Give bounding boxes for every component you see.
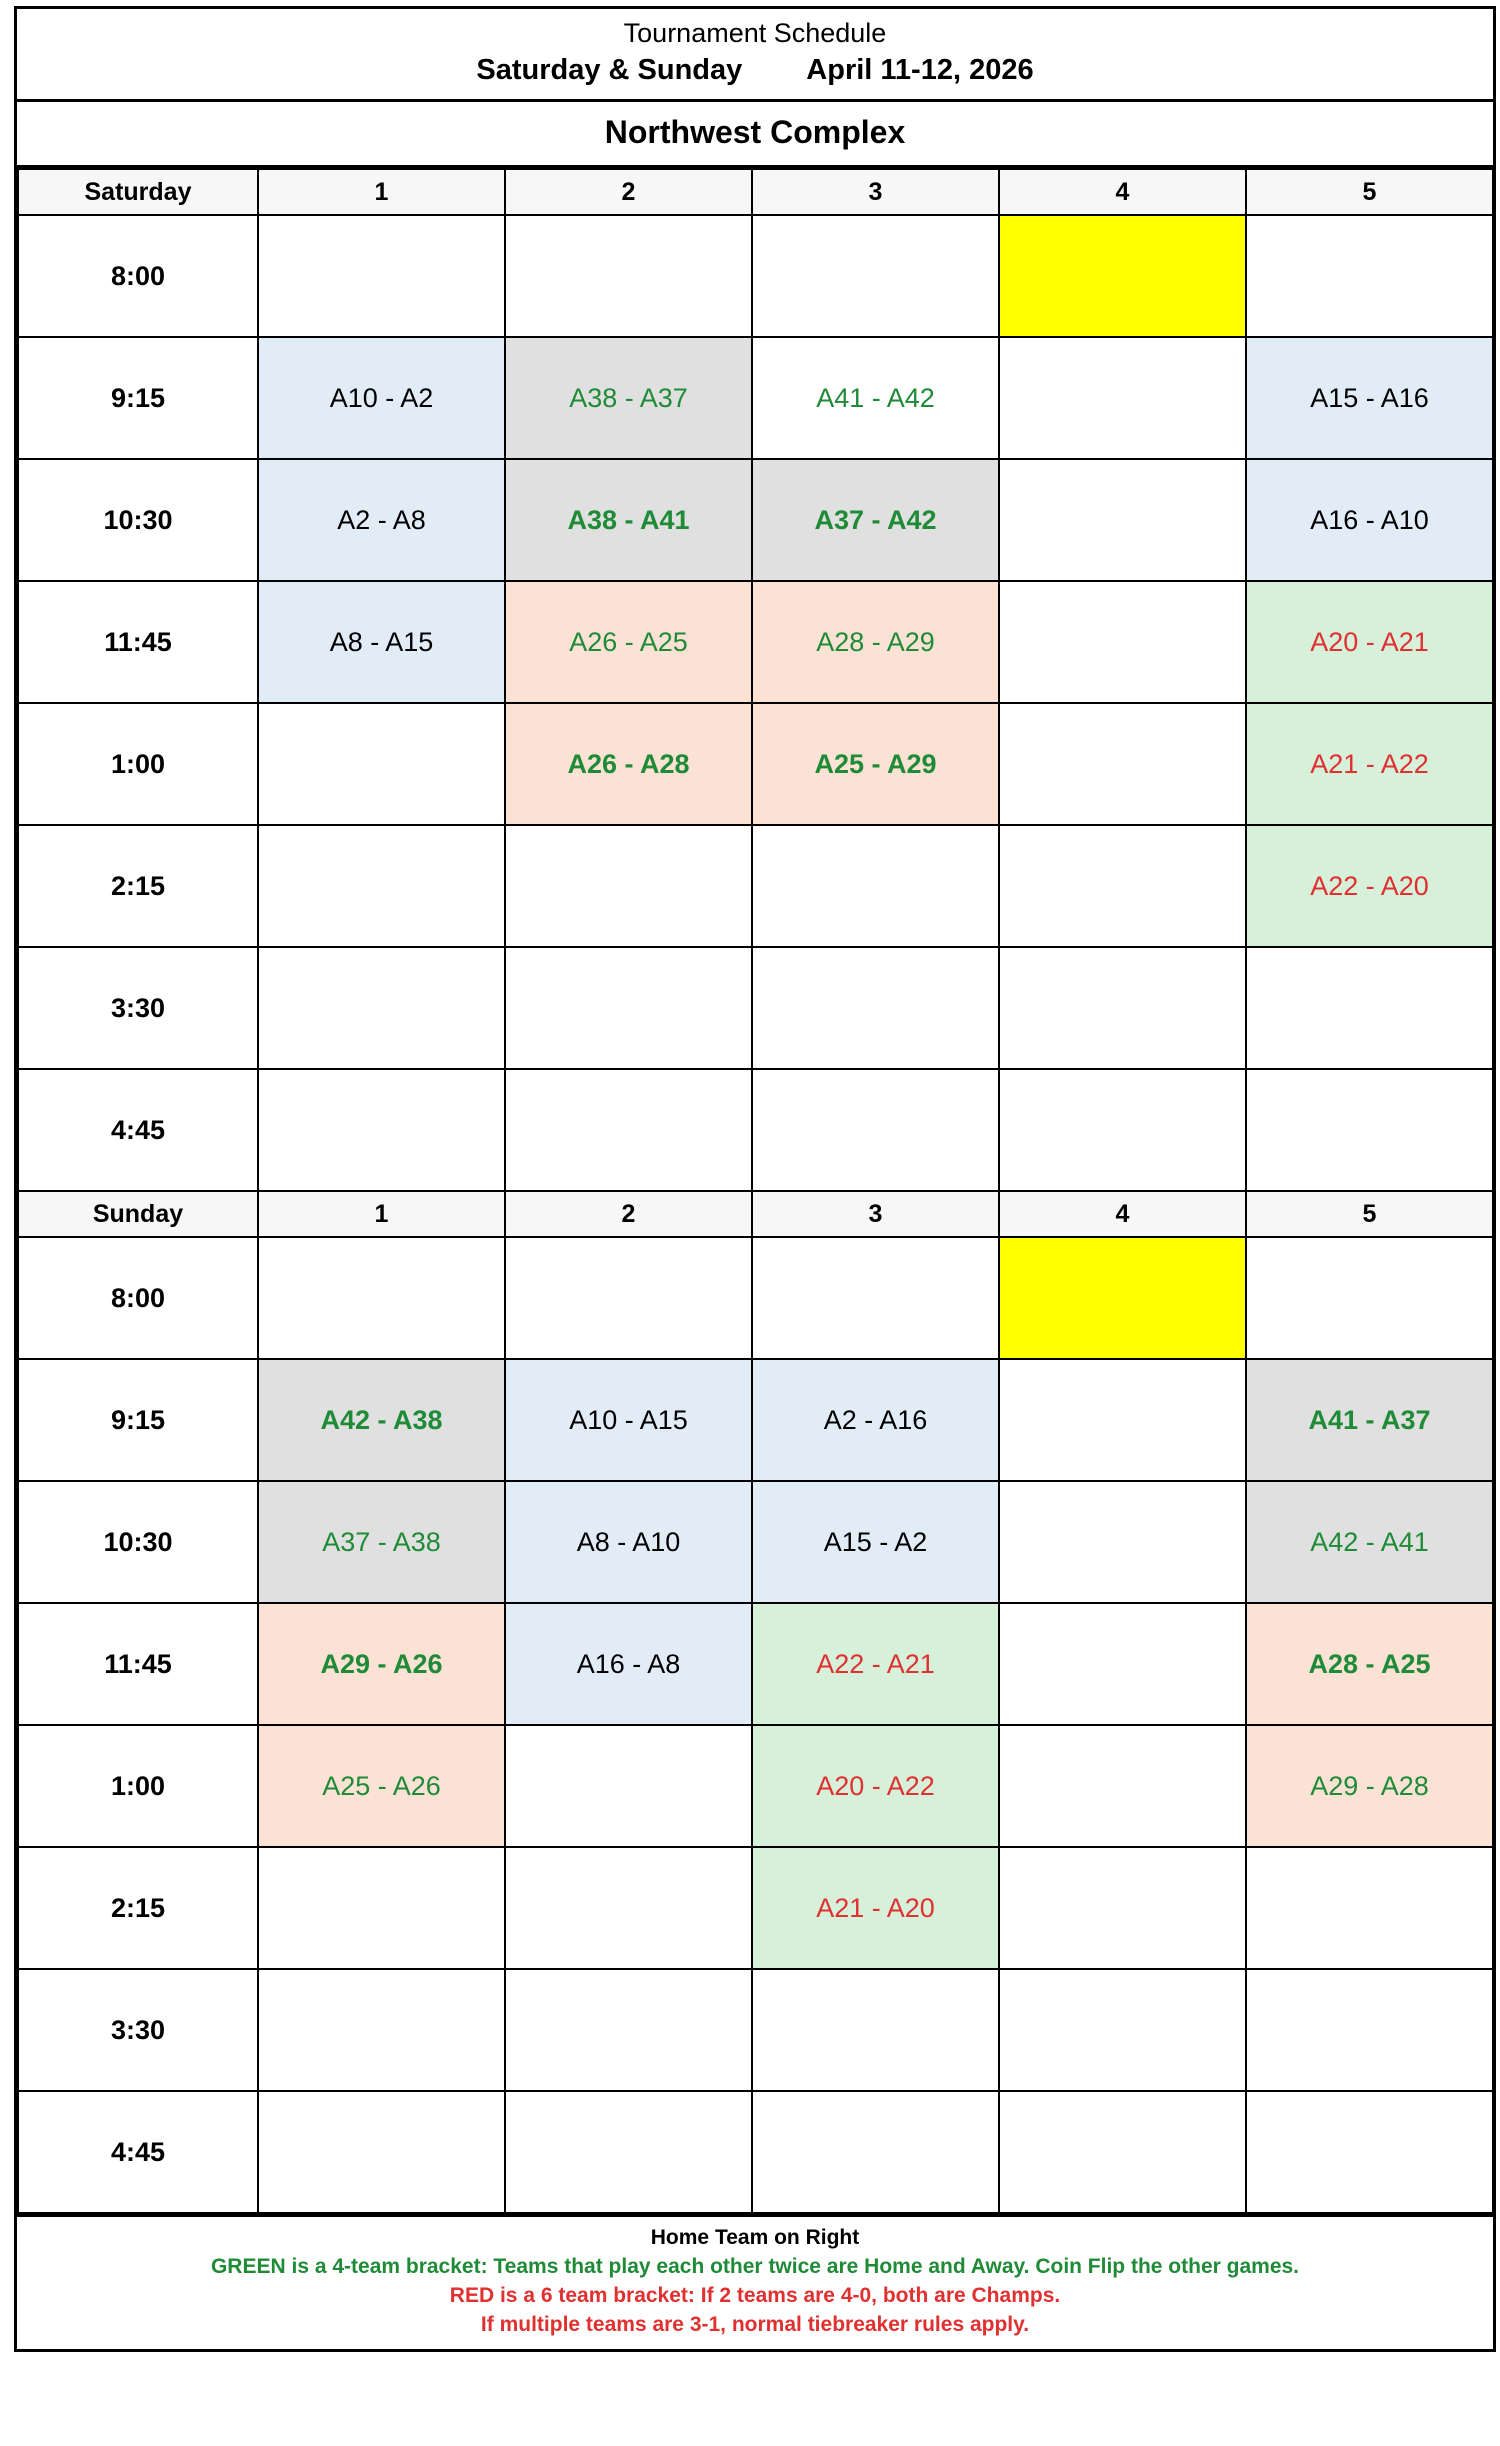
game-cell-saturday-2-5[interactable]: A16 - A10: [1246, 459, 1493, 581]
game-cell-sunday-3-4[interactable]: [999, 1603, 1246, 1725]
game-cell-saturday-3-3[interactable]: A28 - A29: [752, 581, 999, 703]
field-header-saturday-4: 4: [999, 169, 1246, 215]
schedule-row: [18, 215, 1493, 337]
schedule-row: [18, 703, 1493, 825]
schedule-row: [18, 1237, 1493, 1359]
game-cell-saturday-3-1[interactable]: A8 - A15: [258, 581, 505, 703]
game-cell-sunday-2-2[interactable]: A8 - A10: [505, 1481, 752, 1603]
schedule-row: [18, 1069, 1493, 1191]
schedule-row: [18, 947, 1493, 1069]
game-cell-sunday-3-5[interactable]: A28 - A25: [1246, 1603, 1493, 1725]
game-cell-sunday-5-3[interactable]: A21 - A20: [752, 1847, 999, 1969]
schedule-row: [18, 1603, 1493, 1725]
day-header-row-sunday: [18, 1191, 1493, 1237]
complex-name: Northwest Complex: [17, 102, 1493, 168]
day-header-row-saturday: [18, 169, 1493, 215]
game-cell-saturday-5-5[interactable]: A22 - A20: [1246, 825, 1493, 947]
game-cell-sunday-7-1[interactable]: [258, 2091, 505, 2213]
schedule-row: [18, 1969, 1493, 2091]
game-cell-saturday-1-4[interactable]: [999, 337, 1246, 459]
game-cell-sunday-1-2[interactable]: A10 - A15: [505, 1359, 752, 1481]
title-subline: [17, 51, 1493, 89]
game-cell-saturday-2-1[interactable]: A2 - A8: [258, 459, 505, 581]
game-cell-saturday-7-4[interactable]: [999, 1069, 1246, 1191]
time-label-sunday-2: 10:30: [18, 1481, 258, 1603]
game-cell-saturday-7-1[interactable]: [258, 1069, 505, 1191]
page-title: Tournament Schedule: [623, 18, 887, 48]
game-cell-saturday-4-5[interactable]: A21 - A22: [1246, 703, 1493, 825]
game-cell-sunday-6-5[interactable]: [1246, 1969, 1493, 2091]
time-label-sunday-4: 1:00: [18, 1725, 258, 1847]
game-cell-saturday-7-5[interactable]: [1246, 1069, 1493, 1191]
day-label-saturday: Saturday: [18, 169, 258, 215]
time-label-saturday-3: 11:45: [18, 581, 258, 703]
schedule-row: [18, 1359, 1493, 1481]
game-cell-saturday-5-4[interactable]: [999, 825, 1246, 947]
game-cell-sunday-0-3[interactable]: [752, 1237, 999, 1359]
game-cell-sunday-2-5[interactable]: A42 - A41: [1246, 1481, 1493, 1603]
footer-line-3: RED is a 6 team bracket: If 2 teams are 4-0, both are Champs.: [449, 2284, 1061, 2307]
field-header-sunday-5: 5: [1246, 1191, 1493, 1237]
schedule-row: [18, 1481, 1493, 1603]
game-cell-sunday-5-1[interactable]: [258, 1847, 505, 1969]
footer-line-4: If multiple teams are 3-1, normal tiebreaker rules apply.: [480, 2313, 1030, 2336]
game-cell-sunday-5-5[interactable]: [1246, 1847, 1493, 1969]
time-label-sunday-5: 2:15: [18, 1847, 258, 1969]
game-cell-sunday-7-3[interactable]: [752, 2091, 999, 2213]
schedule-row: [18, 337, 1493, 459]
time-label-sunday-3: 11:45: [18, 1603, 258, 1725]
footer-line-1: Home Team on Right: [650, 2226, 860, 2249]
day-label-sunday: Sunday: [18, 1191, 258, 1237]
game-cell-saturday-7-3[interactable]: [752, 1069, 999, 1191]
game-cell-sunday-2-4[interactable]: [999, 1481, 1246, 1603]
game-cell-sunday-0-1[interactable]: [258, 1237, 505, 1359]
game-cell-saturday-0-2[interactable]: [505, 215, 752, 337]
game-cell-saturday-5-1[interactable]: [258, 825, 505, 947]
game-cell-sunday-7-5[interactable]: [1246, 2091, 1493, 2213]
game-cell-saturday-1-1[interactable]: A10 - A2: [258, 337, 505, 459]
schedule-row: [18, 459, 1493, 581]
game-cell-sunday-5-4[interactable]: [999, 1847, 1246, 1969]
time-label-sunday-6: 3:30: [18, 1969, 258, 2091]
game-cell-saturday-3-2[interactable]: A26 - A25: [505, 581, 752, 703]
schedule-row: [18, 1847, 1493, 1969]
title-block: [17, 9, 1493, 102]
field-header-saturday-2: 2: [505, 169, 752, 215]
schedule-table: [17, 168, 1494, 2214]
game-cell-saturday-2-4[interactable]: [999, 459, 1246, 581]
schedule-row: [18, 1725, 1493, 1847]
field-header-saturday-1: 1: [258, 169, 505, 215]
game-cell-sunday-4-1[interactable]: A25 - A26: [258, 1725, 505, 1847]
game-cell-sunday-3-1[interactable]: A29 - A26: [258, 1603, 505, 1725]
time-label-saturday-7: 4:45: [18, 1069, 258, 1191]
footer-notes: [17, 2214, 1493, 2349]
game-cell-sunday-0-5[interactable]: [1246, 1237, 1493, 1359]
game-cell-sunday-6-2[interactable]: [505, 1969, 752, 2091]
field-header-sunday-2: 2: [505, 1191, 752, 1237]
game-cell-saturday-3-4[interactable]: [999, 581, 1246, 703]
footer-line-2: GREEN is a 4-team bracket: Teams that play each other twice are Home and Away. Coin Flip the other games.: [210, 2255, 1300, 2278]
title-days: Saturday & Sunday: [476, 54, 743, 86]
game-cell-saturday-1-3[interactable]: A41 - A42: [752, 337, 999, 459]
time-label-saturday-0: 8:00: [18, 215, 258, 337]
field-header-sunday-1: 1: [258, 1191, 505, 1237]
game-cell-sunday-2-3[interactable]: A15 - A2: [752, 1481, 999, 1603]
game-cell-saturday-6-3[interactable]: [752, 947, 999, 1069]
schedule-row: [18, 825, 1493, 947]
time-label-saturday-5: 2:15: [18, 825, 258, 947]
game-cell-saturday-7-2[interactable]: [505, 1069, 752, 1191]
game-cell-saturday-3-5[interactable]: A20 - A21: [1246, 581, 1493, 703]
game-cell-sunday-0-4[interactable]: [999, 1237, 1246, 1359]
time-label-sunday-7: 4:45: [18, 2091, 258, 2213]
game-cell-sunday-6-3[interactable]: [752, 1969, 999, 2091]
game-cell-sunday-1-4[interactable]: [999, 1359, 1246, 1481]
game-cell-sunday-5-2[interactable]: [505, 1847, 752, 1969]
game-cell-saturday-0-1[interactable]: [258, 215, 505, 337]
game-cell-saturday-6-5[interactable]: [1246, 947, 1493, 1069]
time-label-saturday-2: 10:30: [18, 459, 258, 581]
schedule-row: [18, 581, 1493, 703]
schedule-frame: [14, 6, 1496, 2352]
game-cell-sunday-0-2[interactable]: [505, 1237, 752, 1359]
game-cell-saturday-2-3[interactable]: A37 - A42: [752, 459, 999, 581]
schedule-row: [18, 2091, 1493, 2213]
game-cell-saturday-1-5[interactable]: A15 - A16: [1246, 337, 1493, 459]
field-header-sunday-4: 4: [999, 1191, 1246, 1237]
game-cell-saturday-5-3[interactable]: [752, 825, 999, 947]
title-date: April 11-12, 2026: [806, 54, 1034, 86]
game-cell-sunday-1-3[interactable]: A2 - A16: [752, 1359, 999, 1481]
game-cell-saturday-0-5[interactable]: [1246, 215, 1493, 337]
time-label-saturday-1: 9:15: [18, 337, 258, 459]
time-label-saturday-6: 3:30: [18, 947, 258, 1069]
game-cell-sunday-3-2[interactable]: A16 - A8: [505, 1603, 752, 1725]
game-cell-saturday-2-2[interactable]: A38 - A41: [505, 459, 752, 581]
game-cell-saturday-0-4[interactable]: [999, 215, 1246, 337]
game-cell-saturday-4-2[interactable]: A26 - A28: [505, 703, 752, 825]
game-cell-saturday-4-3[interactable]: A25 - A29: [752, 703, 999, 825]
game-cell-saturday-0-3[interactable]: [752, 215, 999, 337]
game-cell-sunday-4-4[interactable]: [999, 1725, 1246, 1847]
field-header-saturday-3: 3: [752, 169, 999, 215]
schedule-sheet: [0, 6, 1500, 2352]
game-cell-saturday-6-2[interactable]: [505, 947, 752, 1069]
game-cell-sunday-1-1[interactable]: A42 - A38: [258, 1359, 505, 1481]
game-cell-saturday-1-2[interactable]: A38 - A37: [505, 337, 752, 459]
game-cell-sunday-7-4[interactable]: [999, 2091, 1246, 2213]
time-label-saturday-4: 1:00: [18, 703, 258, 825]
field-header-sunday-3: 3: [752, 1191, 999, 1237]
game-cell-saturday-4-4[interactable]: [999, 703, 1246, 825]
game-cell-saturday-6-4[interactable]: [999, 947, 1246, 1069]
time-label-sunday-1: 9:15: [18, 1359, 258, 1481]
game-cell-sunday-3-3[interactable]: A22 - A21: [752, 1603, 999, 1725]
game-cell-sunday-1-5[interactable]: A41 - A37: [1246, 1359, 1493, 1481]
time-label-sunday-0: 8:00: [18, 1237, 258, 1359]
game-cell-sunday-4-5[interactable]: A29 - A28: [1246, 1725, 1493, 1847]
game-cell-sunday-4-2[interactable]: [505, 1725, 752, 1847]
game-cell-sunday-2-1[interactable]: A37 - A38: [258, 1481, 505, 1603]
game-cell-sunday-6-1[interactable]: [258, 1969, 505, 2091]
game-cell-sunday-6-4[interactable]: [999, 1969, 1246, 2091]
game-cell-sunday-7-2[interactable]: [505, 2091, 752, 2213]
game-cell-saturday-6-1[interactable]: [258, 947, 505, 1069]
game-cell-saturday-5-2[interactable]: [505, 825, 752, 947]
game-cell-sunday-4-3[interactable]: A20 - A22: [752, 1725, 999, 1847]
field-header-saturday-5: 5: [1246, 169, 1493, 215]
game-cell-saturday-4-1[interactable]: [258, 703, 505, 825]
